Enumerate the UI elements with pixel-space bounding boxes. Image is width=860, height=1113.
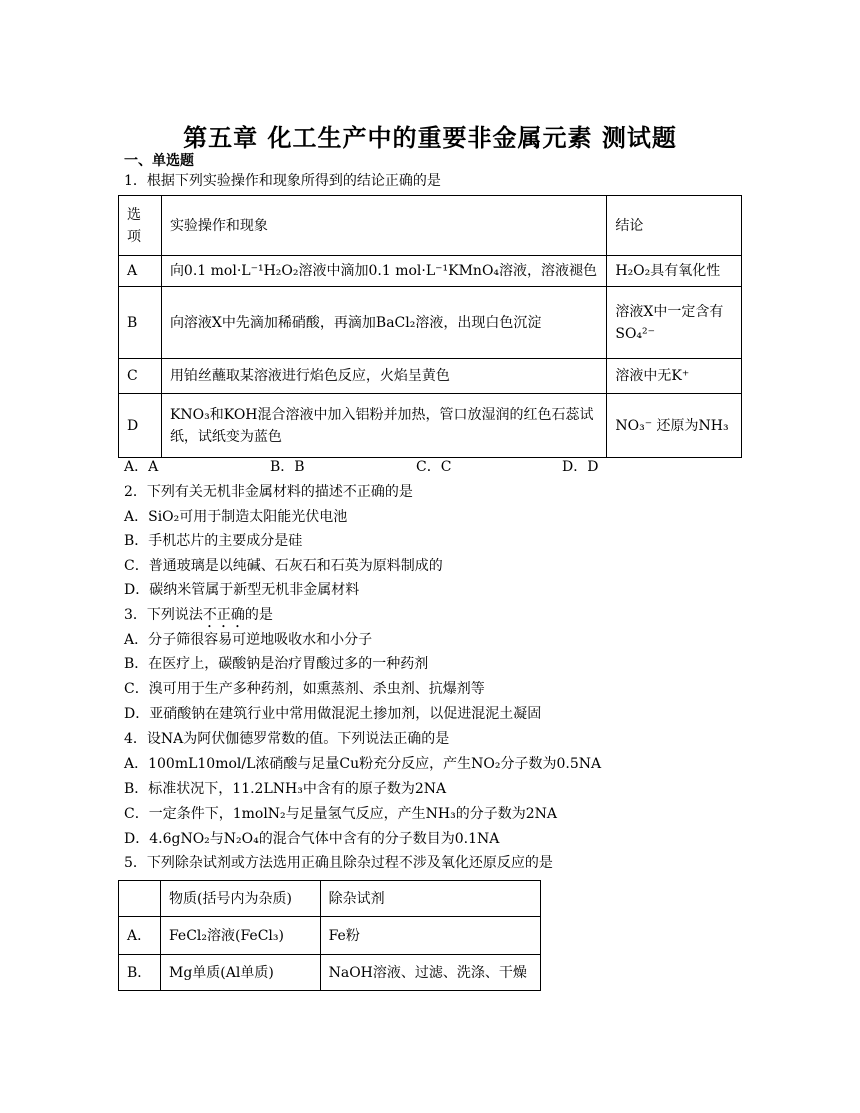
- row-operation: 向0.1 mol·L⁻¹H₂O₂溶液中滴加0.1 mol·L⁻¹KMnO₄溶液，溶液褪色: [161, 256, 606, 287]
- question-1-choices: [124, 457, 744, 477]
- header-cell-conclusion: 结论: [607, 196, 742, 256]
- question-2-option-b: B．手机芯片的主要成分是硅: [124, 533, 303, 549]
- question-2-option-d: D．碳纳米管属于新型无机非金属材料: [124, 582, 360, 598]
- choice-c: C．C: [416, 459, 452, 475]
- row-reagent: NaOH溶液、过滤、洗涤、干燥: [320, 955, 540, 991]
- question-3-option-c: C．溴可用于生产多种药剂，如熏蒸剂、杀虫剂、抗爆剂等: [124, 681, 485, 697]
- question-1-stem: 1．根据下列实验操作和现象所得到的结论正确的是: [124, 173, 441, 189]
- table-row: [119, 955, 541, 991]
- table-header-row: [119, 196, 742, 256]
- header-cell-reagent: 除杂试剂: [320, 881, 540, 917]
- question-4-stem: 4．设NA为阿伏伽德罗常数的值。下列说法正确的是: [124, 731, 450, 747]
- row-substance: FeCl₂溶液(FeCl₃): [160, 917, 320, 955]
- header-cell-operation: 实验操作和现象: [161, 196, 606, 256]
- table-header-row: [119, 881, 541, 917]
- choice-d: D．D: [562, 459, 599, 475]
- row-option: D: [119, 394, 162, 458]
- row-reagent: Fe粉: [320, 917, 540, 955]
- row-option: B．: [119, 955, 161, 991]
- page-title: 第五章 化工生产中的重要非金属元素 测试题: [183, 123, 677, 152]
- question-3-stem: [124, 605, 273, 631]
- question-4-option-c: C．一定条件下，1molN₂与足量氢气反应，产生NH₃的分子数为2NA: [124, 806, 558, 822]
- row-conclusion: 溶液中无K⁺: [607, 359, 742, 394]
- row-option: C: [119, 359, 162, 394]
- question-3-stem-emphasis: 不正确: [202, 607, 245, 623]
- section-heading: 一、单选题: [124, 153, 194, 169]
- question-4-option-d: D．4.6gNO₂与N₂O₄的混合气体中含有的分子数目为0.1NA: [124, 831, 500, 847]
- question-3-stem-pre: 3．下列说法: [124, 607, 203, 623]
- row-option: A．: [119, 917, 161, 955]
- header-cell-option: 选项: [119, 196, 162, 256]
- table-row: [119, 359, 742, 394]
- question-4-option-a: A．100mL10mol/L浓硝酸与足量Cu粉充分反应，产生NO₂分子数为0.5NA: [124, 756, 602, 772]
- header-cell-blank: [119, 881, 161, 917]
- question-3-option-a: A．分子筛很容易可逆地吸收水和小分子: [124, 632, 373, 648]
- row-conclusion: 溶液X中一定含有SO₄²⁻: [607, 287, 742, 359]
- question-2-option-a: A．SiO₂可用于制造太阳能光伏电池: [124, 509, 348, 525]
- question-4-option-b: B．标准状况下，11.2LNH₃中含有的原子数为2NA: [124, 781, 447, 797]
- header-cell-substance: 物质(括号内为杂质): [160, 881, 320, 917]
- question-3-stem-post: 的是: [244, 607, 273, 623]
- question-1-table: [118, 195, 742, 458]
- question-2-option-c: C．普通玻璃是以纯碱、石灰石和石英为原料制成的: [124, 558, 443, 574]
- question-3-option-d: D．亚硝酸钠在建筑行业中常用做混泥土掺加剂，以促进混泥土凝固: [124, 706, 542, 722]
- row-conclusion: NO₃⁻ 还原为NH₃: [607, 394, 742, 458]
- table-row: [119, 917, 541, 955]
- question-3-option-b: B．在医疗上，碳酸钠是治疗胃酸过多的一种药剂: [124, 656, 429, 672]
- question-5-table: [118, 880, 541, 991]
- row-operation: 用铂丝蘸取某溶液进行焰色反应，火焰呈黄色: [161, 359, 606, 394]
- table-row: [119, 287, 742, 359]
- row-substance: Mg单质(Al单质): [160, 955, 320, 991]
- row-conclusion: H₂O₂具有氧化性: [607, 256, 742, 287]
- table-row: [119, 394, 742, 458]
- choice-b: B．B: [270, 459, 305, 475]
- row-operation: KNO₃和KOH混合溶液中加入铝粉并加热，管口放湿润的红色石蕊试纸，试纸变为蓝色: [161, 394, 606, 458]
- question-5-stem: 5．下列除杂试剂或方法选用正确且除杂过程不涉及氧化还原反应的是: [124, 855, 553, 871]
- table-row: [119, 256, 742, 287]
- row-option: B: [119, 287, 162, 359]
- question-2-stem: 2．下列有关无机非金属材料的描述不正确的是: [124, 484, 413, 500]
- row-option: A: [119, 256, 162, 287]
- row-operation: 向溶液X中先滴加稀硝酸，再滴加BaCl₂溶液，出现白色沉淀: [161, 287, 606, 359]
- choice-a: A．A: [124, 459, 159, 475]
